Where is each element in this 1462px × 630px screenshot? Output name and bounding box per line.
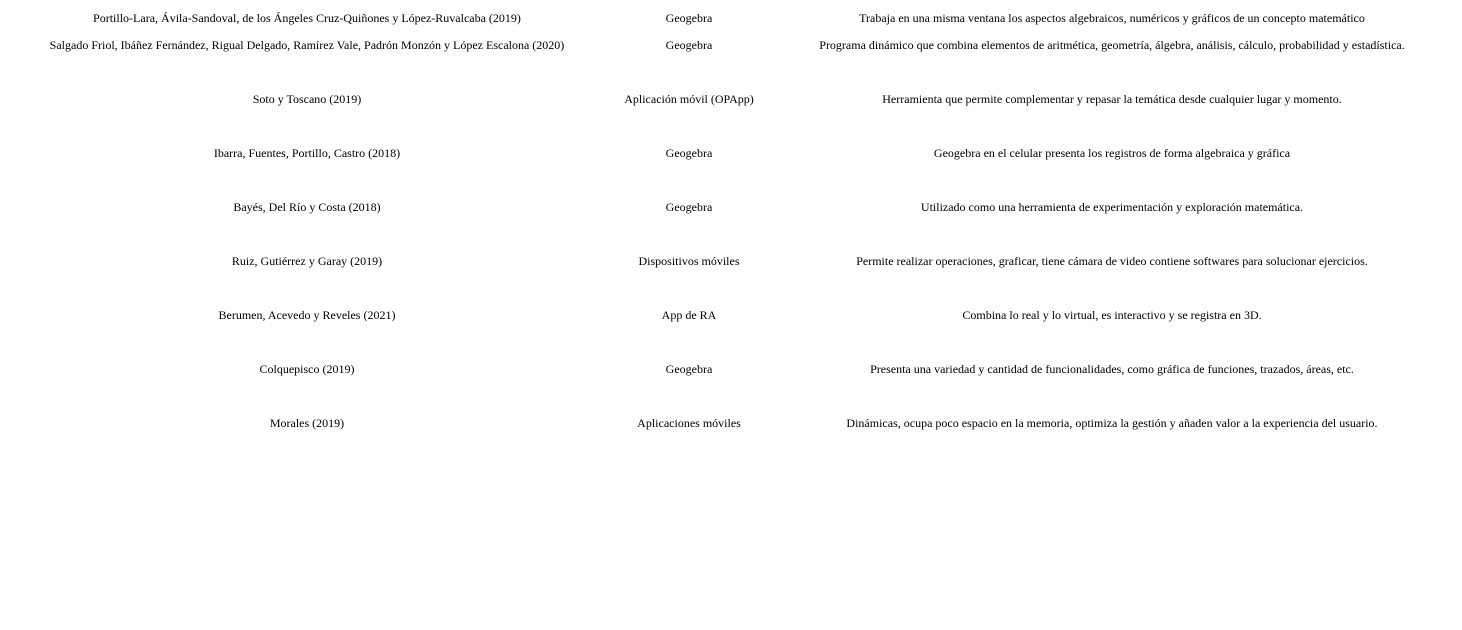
tool-cell: Dispositivos móviles: [638, 254, 740, 268]
tool-cell: Aplicación móvil (OPApp): [624, 92, 754, 106]
description-cell: Geogebra en el celular presenta los registros de forma algebraica y gráfica: [933, 146, 1291, 160]
table-row: [0, 36, 1462, 54]
table-row: [0, 144, 1462, 162]
author-cell: Ibarra, Fuentes, Portillo, Castro (2018): [213, 146, 401, 160]
table-row: [0, 306, 1462, 324]
tool-cell: Geogebra: [665, 362, 713, 376]
author-cell: Bayés, Del Río y Costa (2018): [233, 200, 381, 214]
tool-cell: Geogebra: [665, 11, 713, 25]
table-row: [0, 198, 1462, 216]
description-cell: Dinámicas, ocupa poco espacio en la memoria, optimiza la gestión y añaden valor a la experiencia del usuario.: [846, 416, 1378, 430]
tool-cell: Geogebra: [665, 146, 713, 160]
tool-cell: Aplicaciones móviles: [637, 416, 741, 430]
tool-cell: Geogebra: [665, 38, 713, 52]
description-cell: Combina lo real y lo virtual, es interactivo y se registra en 3D.: [962, 308, 1262, 322]
author-cell: Soto y Toscano (2019): [252, 92, 362, 106]
author-cell: Portillo-Lara, Ávila-Sandoval, de los Ángeles Cruz-Quiñones y López-Ruvalcaba (2019): [93, 11, 521, 25]
author-cell: Berumen, Acevedo y Reveles (2021): [218, 308, 396, 322]
table-row: [0, 360, 1462, 378]
table-row: [0, 9, 1462, 27]
author-cell: Salgado Friol, Ibáñez Fernández, Rigual Delgado, Ramírez Vale, Padrón Monzón y López Escalona (2020): [49, 38, 565, 52]
description-cell: Utilizado como una herramienta de experimentación y exploración matemática.: [920, 200, 1304, 214]
author-cell: Ruiz, Gutiérrez y Garay (2019): [231, 254, 383, 268]
description-cell: Permite realizar operaciones, graficar, tiene cámara de video contiene softwares para solucionar ejercicios.: [856, 254, 1368, 268]
table-row: [0, 252, 1462, 270]
tool-cell: App de RA: [661, 308, 717, 322]
description-cell: Programa dinámico que combina elementos de aritmética, geometría, álgebra, análisis, cálculo, probabilidad y estadística.: [819, 38, 1405, 52]
description-cell: Herramienta que permite complementar y repasar la temática desde cualquier lugar y momento.: [882, 92, 1342, 106]
table-row: [0, 414, 1462, 432]
tool-cell: Geogebra: [665, 200, 713, 214]
author-cell: Colquepisco (2019): [259, 362, 355, 376]
description-cell: Trabaja en una misma ventana los aspectos algebraicos, numéricos y gráficos de un concepto matemático: [859, 11, 1365, 25]
description-cell: Presenta una variedad y cantidad de funcionalidades, como gráfica de funciones, trazados, áreas, etc.: [870, 362, 1354, 376]
table-row: [0, 90, 1462, 108]
author-cell: Morales (2019): [269, 416, 345, 430]
